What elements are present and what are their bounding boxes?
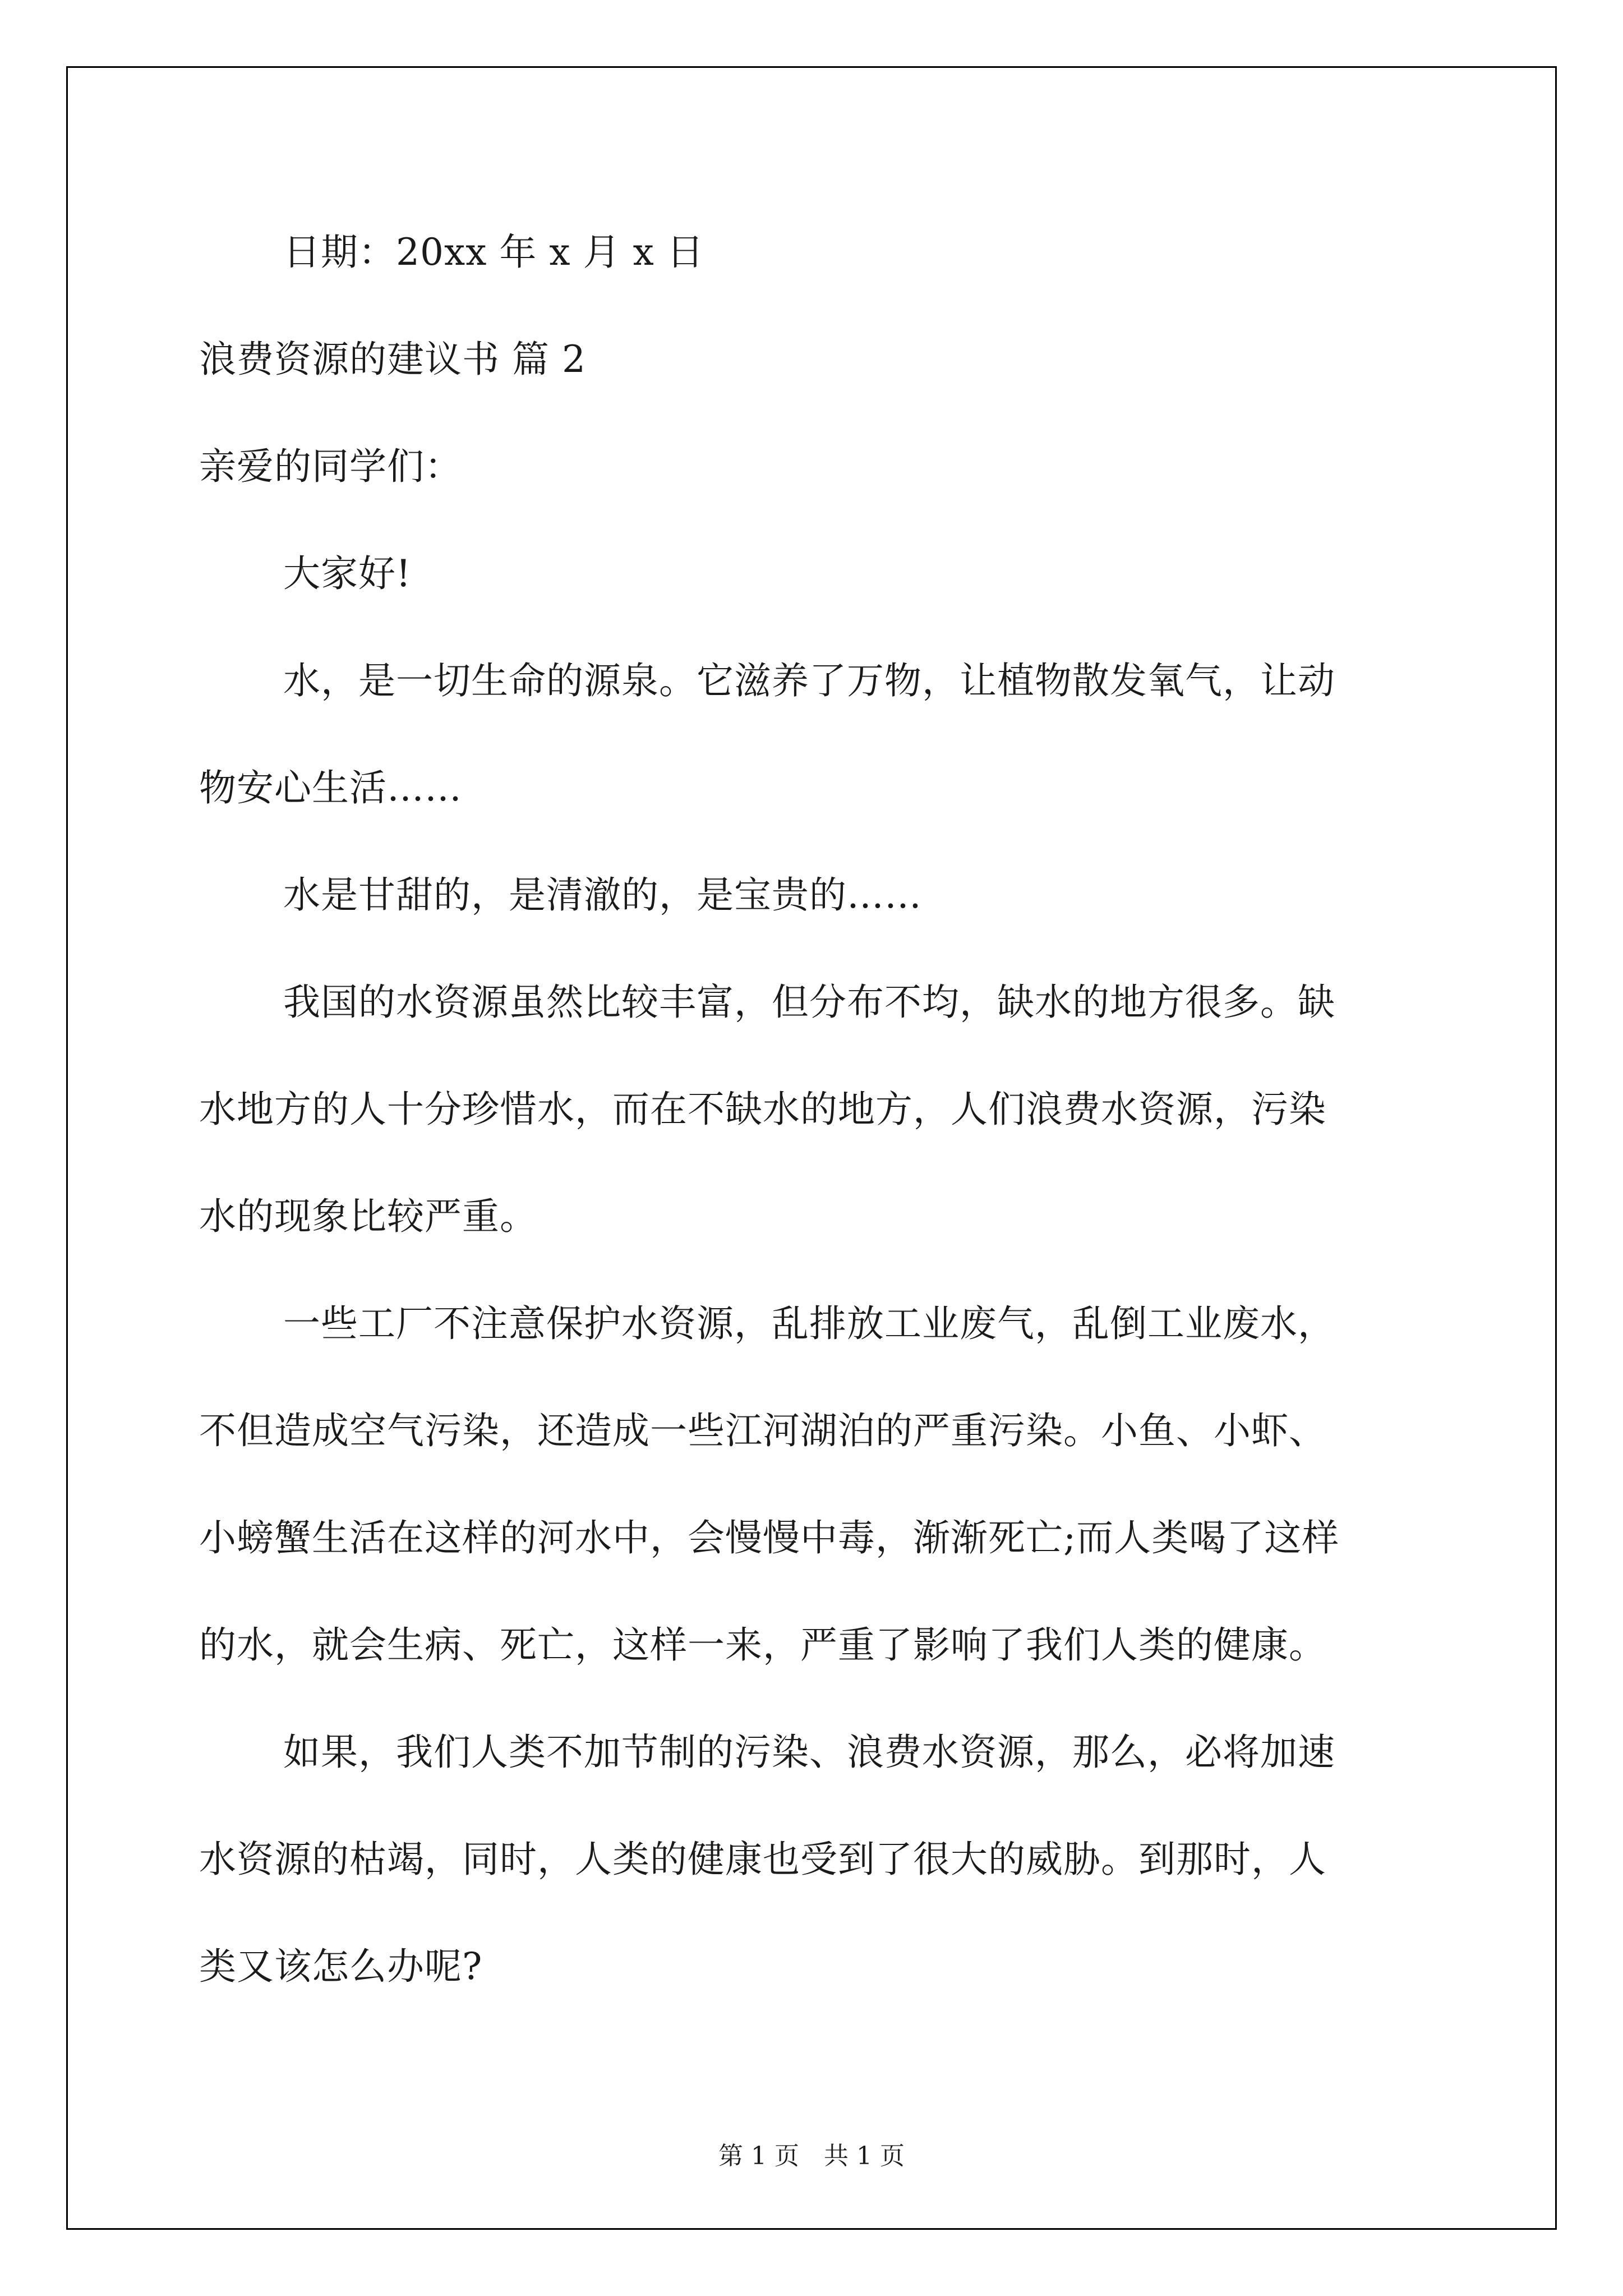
document-title: 浪费资源的建议书 篇 2 xyxy=(199,338,586,381)
paragraph-line: 水的现象比较严重。 xyxy=(199,1195,537,1238)
paragraph-line: 水是甘甜的，是清澈的，是宝贵的…… xyxy=(283,873,922,917)
paragraph-line: 如果，我们人类不加节制的污染、浪费水资源，那么，必将加速 xyxy=(283,1731,1335,1774)
paragraph-line: 水资源的枯竭，同时，人类的健康也受到了很大的威胁。到那时，人 xyxy=(199,1838,1326,1881)
paragraph-line: 水，是一切生命的源泉。它滋养了万物，让植物散发氧气，让动 xyxy=(283,659,1335,702)
paragraph-line: 的水，就会生病、死亡，这样一来，严重了影响了我们人类的健康。 xyxy=(199,1623,1326,1667)
page-number-footer: 第 1 页 共 1 页 xyxy=(718,2142,905,2170)
paragraph-line: 不但造成空气污染，还造成一些江河湖泊的严重污染。小鱼、小虾、 xyxy=(199,1409,1326,1452)
greeting: 大家好! xyxy=(283,552,412,595)
page-border xyxy=(66,66,1557,2230)
paragraph-line: 小螃蟹生活在这样的河水中，会慢慢中毒，渐渐死亡;而人类喝了这样 xyxy=(199,1516,1340,1559)
salutation: 亲爱的同学们： xyxy=(199,445,462,488)
date-line: 日期：20xx 年 x 月 x 日 xyxy=(283,231,704,274)
paragraph-line: 物安心生活…… xyxy=(199,766,462,809)
paragraph-line: 水地方的人十分珍惜水，而在不缺水的地方，人们浪费水资源，污染 xyxy=(199,1088,1326,1131)
paragraph-line: 类又该怎么办呢? xyxy=(199,1945,483,1988)
paragraph-line: 我国的水资源虽然比较丰富，但分布不均，缺水的地方很多。缺 xyxy=(283,981,1335,1024)
paragraph-line: 一些工厂不注意保护水资源，乱排放工业废气，乱倒工业废水， xyxy=(283,1302,1335,1345)
